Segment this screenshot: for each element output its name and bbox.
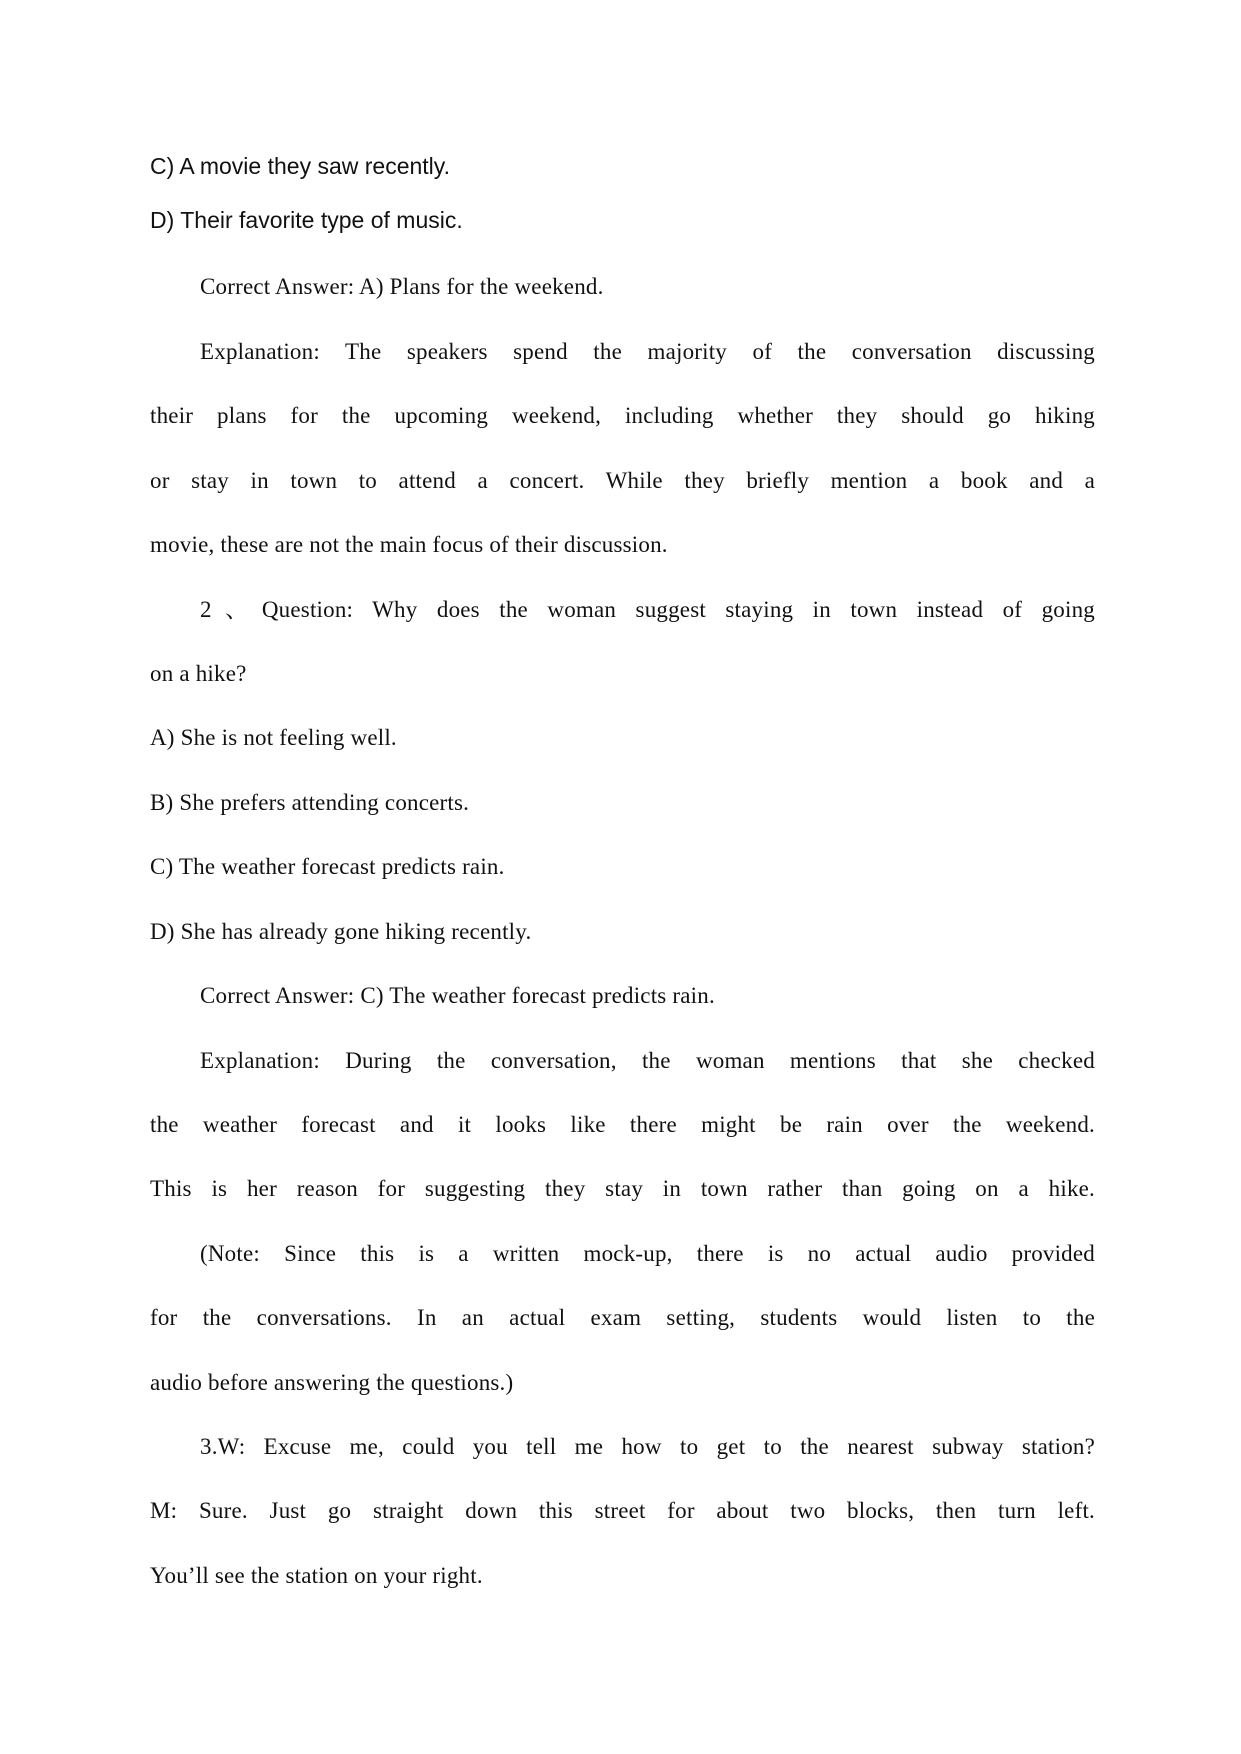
option-a-q2: A) She is not feeling well. <box>150 725 397 750</box>
correct-answer-q1: Correct Answer: A) Plans for the weekend. <box>200 274 604 299</box>
option-d-q2: D) She has already gone hiking recently. <box>150 919 532 944</box>
question-2-line-1: 2、Question: Why does the woman suggest staying in town instead of going <box>200 597 1095 622</box>
option-c-q2: C) The weather forecast predicts rain. <box>150 854 505 879</box>
dialogue-3-line-2: M: Sure. Just go straight down this street for about two blocks, then turn left. <box>150 1498 1095 1523</box>
explanation-q2-line-1: Explanation: During the conversation, the woman mentions that she checked <box>200 1048 1095 1073</box>
note-line-2: for the conversations. In an actual exam setting, students would listen to the <box>150 1305 1095 1330</box>
explanation-q1-line-2: their plans for the upcoming weekend, including whether they should go hiking <box>150 403 1095 428</box>
question-2-line-2: on a hike? <box>150 661 247 686</box>
note-line-3: audio before answering the questions.) <box>150 1370 514 1395</box>
note-line-1: (Note: Since this is a written mock-up, there is no actual audio provided <box>200 1241 1095 1266</box>
explanation-q2-line-3: This is her reason for suggesting they stay in town rather than going on a hike. <box>150 1176 1095 1201</box>
explanation-q1-line-3: or stay in town to attend a concert. While they briefly mention a book and a <box>150 468 1095 493</box>
option-d-q1: D) Their favorite type of music. <box>150 207 463 233</box>
dialogue-3-line-1: 3.W: Excuse me, could you tell me how to get to the nearest subway station? <box>200 1434 1095 1459</box>
option-b-q2: B) She prefers attending concerts. <box>150 790 470 815</box>
correct-answer-q2: Correct Answer: C) The weather forecast predicts rain. <box>200 983 715 1008</box>
option-c-q1: C) A movie they saw recently. <box>150 153 450 179</box>
dialogue-3-line-3: You’ll see the station on your right. <box>150 1563 483 1588</box>
explanation-q2-line-2: the weather forecast and it looks like there might be rain over the weekend. <box>150 1112 1095 1137</box>
explanation-q1-line-1: Explanation: The speakers spend the majority of the conversation discussing <box>200 339 1095 364</box>
explanation-q1-line-4: movie, these are not the main focus of their discussion. <box>150 532 668 557</box>
